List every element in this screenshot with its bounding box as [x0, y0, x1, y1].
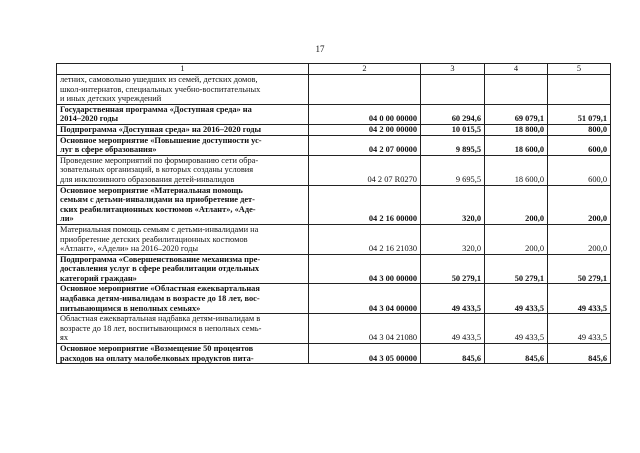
- amount-col-5: [548, 75, 611, 105]
- description-line: Подпрограмма «Совершенствование механизма пре-: [60, 254, 261, 264]
- table-row: [57, 185, 611, 224]
- description-line: зовательных организаций, в которых созданы условия: [60, 165, 254, 175]
- description-line: Основное мероприятие «Областная ежеквартальная: [60, 284, 260, 294]
- amount-col-4: 18 600,0: [485, 155, 548, 185]
- row-description: [57, 135, 309, 155]
- description-line: Материальная помощь семьям с детьми-инвалидами на: [60, 224, 259, 234]
- description-line: семьям с детьми-инвалидами на приобретение дет-: [60, 195, 255, 205]
- description-line: Государственная программа «Доступная среда» на: [60, 104, 252, 114]
- description-line: и иных детских учреждений: [60, 94, 162, 104]
- amount-col-4: [485, 75, 548, 105]
- amount-col-4: 69 079,1: [485, 104, 548, 124]
- classification-code: 04 0 00 00000: [309, 104, 421, 124]
- description-line: ли»: [60, 214, 74, 224]
- table-row: [57, 314, 611, 344]
- row-description: [57, 314, 309, 344]
- row-description: [57, 224, 309, 254]
- amount-col-4: 50 279,1: [485, 254, 548, 284]
- amount-col-4: 49 433,5: [485, 284, 548, 314]
- column-header: 2: [309, 64, 421, 75]
- description-line: категорий граждан»: [60, 273, 137, 283]
- row-description: [57, 344, 309, 364]
- amount-col-3: [421, 75, 485, 105]
- amount-col-4: 18 800,0: [485, 124, 548, 135]
- table-row: [57, 344, 611, 364]
- amount-col-5: 51 079,1: [548, 104, 611, 124]
- description-line: надбавка детям-инвалидам в возрасте до 18 лет, вос-: [60, 294, 260, 304]
- description-line: 2014–2020 годы: [60, 114, 119, 124]
- amount-col-4: 200,0: [485, 185, 548, 224]
- classification-code: 04 2 00 00000: [309, 124, 421, 135]
- row-description: [57, 155, 309, 185]
- description-line: Подпрограмма «Доступная среда» на 2016–2020 годы: [60, 124, 262, 134]
- description-line: ях: [60, 333, 69, 343]
- description-line: луг в сфере образования»: [60, 145, 157, 155]
- description-line: Проведение мероприятий по формированию сети обра-: [60, 155, 259, 165]
- amount-col-4: 49 433,5: [485, 314, 548, 344]
- description-line: возрасте до 18 лет, воспитывающимся в неполных семь-: [60, 323, 262, 333]
- description-line: Основное мероприятие «Повышение доступности ус-: [60, 135, 262, 145]
- row-description: [57, 124, 309, 135]
- amount-col-5: 845,6: [548, 344, 611, 364]
- amount-col-3: 320,0: [421, 185, 485, 224]
- classification-code: 04 3 05 00000: [309, 344, 421, 364]
- amount-col-3: 49 433,5: [421, 284, 485, 314]
- table-row: [57, 155, 611, 185]
- amount-col-5: 600,0: [548, 135, 611, 155]
- row-description: [57, 104, 309, 124]
- page-number: 17: [315, 44, 325, 54]
- table-row: [57, 75, 611, 105]
- description-line: для инклюзивного образования детей-инвалидов: [60, 174, 235, 184]
- column-header: 5: [548, 64, 611, 75]
- classification-code: 04 2 07 00000: [309, 135, 421, 155]
- classification-code: [309, 75, 421, 105]
- description-line: школ-интернатов, специальных учебно-воспитательных: [60, 84, 261, 94]
- amount-col-3: 320,0: [421, 224, 485, 254]
- amount-col-3: 50 279,1: [421, 254, 485, 284]
- row-description: [57, 284, 309, 314]
- row-description: [57, 75, 309, 105]
- description-line: питывающимся в неполных семьях»: [60, 303, 201, 313]
- amount-col-4: 200,0: [485, 224, 548, 254]
- row-description: [57, 185, 309, 224]
- amount-col-4: 845,6: [485, 344, 548, 364]
- description-line: расходов на оплату малобелковых продуктов пита-: [60, 353, 254, 363]
- description-line: ских реабилитационных костюмов «Атлант», «Аде-: [60, 204, 256, 214]
- amount-col-3: 9 695,5: [421, 155, 485, 185]
- description-line: Основное мероприятие «Возмещение 50 процентов: [60, 344, 254, 354]
- description-line: Основное мероприятие «Материальная помощь: [60, 185, 243, 195]
- description-line: доставления услуг в сфере реабилитации отдельных: [60, 264, 260, 274]
- amount-col-5: 50 279,1: [548, 254, 611, 284]
- amount-col-3: 9 895,5: [421, 135, 485, 155]
- table-row: [57, 104, 611, 124]
- table-row: [57, 135, 611, 155]
- amount-col-5: 800,0: [548, 124, 611, 135]
- table-row: [57, 284, 611, 314]
- classification-code: 04 2 07 R0270: [309, 155, 421, 185]
- amount-col-5: 200,0: [548, 185, 611, 224]
- amount-col-5: 600,0: [548, 155, 611, 185]
- description-line: приобретение детских реабилитационных костюмов: [60, 234, 248, 244]
- table-row: [57, 124, 611, 135]
- table-row: [57, 224, 611, 254]
- description-line: «Атлант», «Адели» на 2016–2020 годы: [60, 244, 198, 254]
- classification-code: 04 3 04 21080: [309, 314, 421, 344]
- description-line: летних, самовольно ушедших из семей, детских домов,: [60, 75, 258, 84]
- amount-col-3: 49 433,5: [421, 314, 485, 344]
- budget-table: [56, 63, 611, 364]
- column-header: 1: [57, 64, 309, 75]
- table-header-row: [57, 64, 611, 75]
- amount-col-3: 60 294,6: [421, 104, 485, 124]
- amount-col-5: 49 433,5: [548, 284, 611, 314]
- amount-col-5: 49 433,5: [548, 314, 611, 344]
- amount-col-3: 10 015,5: [421, 124, 485, 135]
- amount-col-3: 845,6: [421, 344, 485, 364]
- amount-col-4: 18 600,0: [485, 135, 548, 155]
- classification-code: 04 3 04 00000: [309, 284, 421, 314]
- row-description: [57, 254, 309, 284]
- column-header: 4: [485, 64, 548, 75]
- classification-code: 04 3 00 00000: [309, 254, 421, 284]
- classification-code: 04 2 16 21030: [309, 224, 421, 254]
- classification-code: 04 2 16 00000: [309, 185, 421, 224]
- description-line: Областная ежеквартальная надбавка детям-инвалидам в: [60, 314, 261, 324]
- column-header: 3: [421, 64, 485, 75]
- table-row: [57, 254, 611, 284]
- amount-col-5: 200,0: [548, 224, 611, 254]
